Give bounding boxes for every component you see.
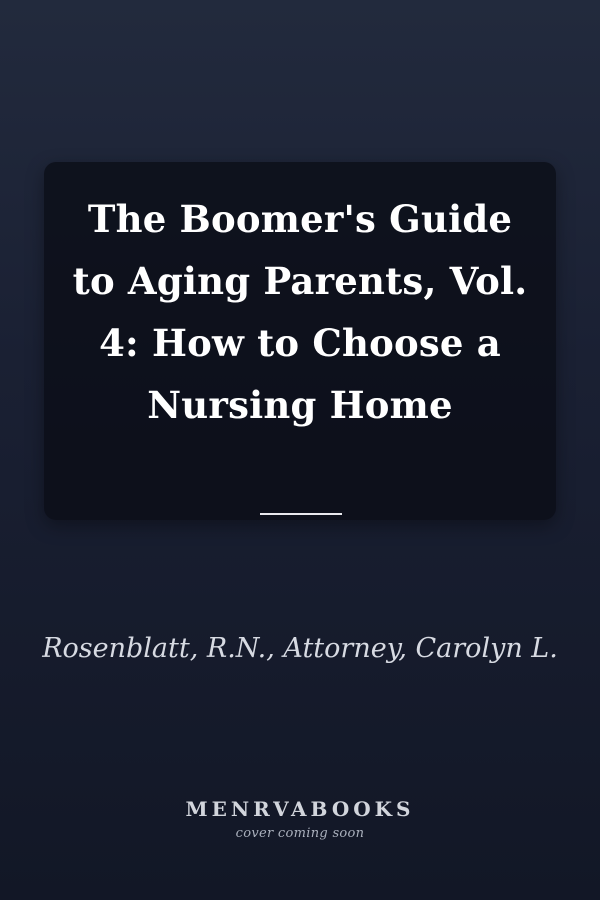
- book-title: The Boomer's Guide to Aging Parents, Vol. 4: How to Choose a Nursing Home: [72, 197, 528, 427]
- book-author: Rosenblatt, R.N., Attorney, Carolyn L.: [42, 633, 558, 664]
- cover-status-note: cover coming soon: [235, 826, 365, 841]
- publisher-name: MENRVABOOKS: [185, 797, 415, 821]
- title-divider: [260, 513, 342, 515]
- title-panel: [44, 162, 556, 520]
